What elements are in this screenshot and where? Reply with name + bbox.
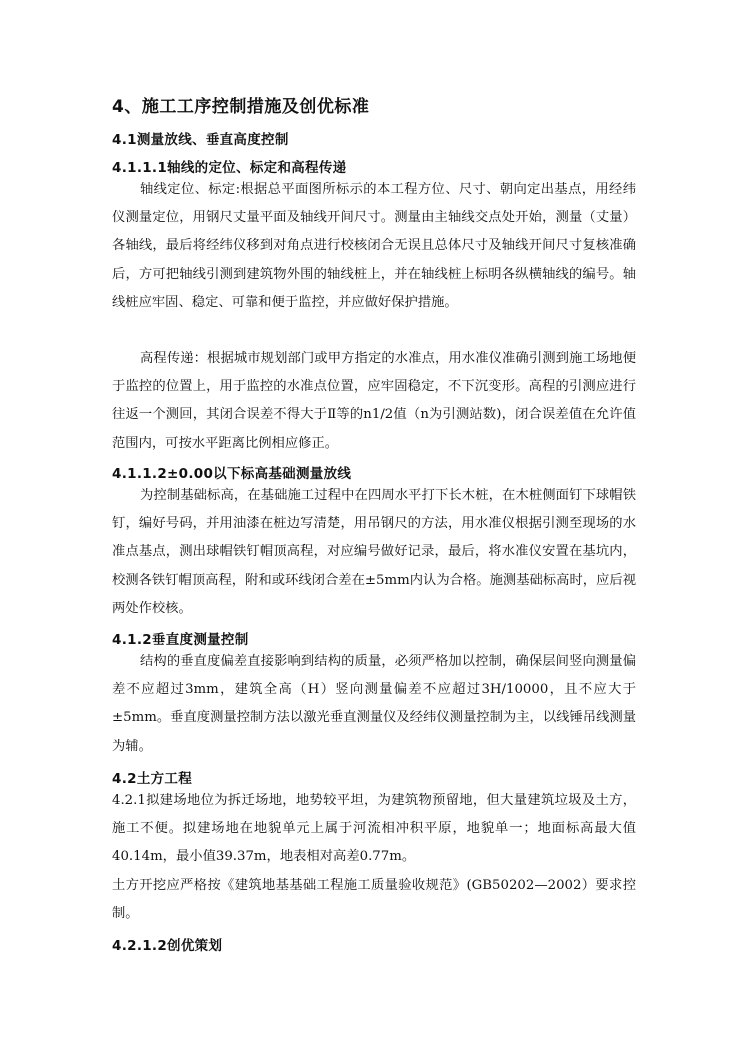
paragraph-excavation-standard: 土方开挖应严格按《建筑地基基础工程施工质量验收规范》(GB50202—2002）要求控制。 (112, 878, 636, 922)
paragraph-site-conditions: 4.2.1拟建场地位为拆迁场地，地势较平坦，为建筑物预留地，但大量建筑垃圾及土方，施工不便。拟建场地在地貌单元上属于河流相冲积平原，地貌单一；地面标高最大值40.14m，最小值39.37m，地表相对高差0.77m。 (112, 793, 636, 865)
heading-4-1: 4.1测量放线、垂直高度控制 (112, 132, 289, 148)
paragraph-foundation-setting-out: 为控制基础标高，在基础施工过程中在四周水平打下长木桩，在木桩侧面钉下球帽铁钉，编好号码，并用油漆在桩边写清楚，用吊钢尺的方法，用水准仪根据引测至现场的水准点基点，测出球帽铁钉帽顶高程，对应编号做好记录，最后，将水准仪安置在基坑内，校测各铁钉帽顶高程，附和或环线闭合差在±5mm内认为合格。施测基础标高时，应后视两处作校核。 (112, 488, 636, 616)
heading-4-2: 4.2土方工程 (112, 771, 193, 787)
heading-4-1-2: 4.1.2垂直度测量控制 (112, 632, 249, 648)
section-title: 4、施工工序控制措施及创优标准 (112, 97, 370, 117)
heading-4-1-1-1: 4.1.1.1轴线的定位、标定和高程传递 (112, 160, 347, 176)
paragraph-verticality-control: 结构的垂直度偏差直接影响到结构的质量，必须严格加以控制，确保层间竖向测量偏差不应超过3mm，建筑全高（H）竖向测量偏差不应超过3H/10000，且不应大于±5mm。垂直度测量控制方法以激光垂直测量仪及经纬仪测量控制为主，以线锤吊线测量为辅。 (112, 654, 636, 754)
heading-4-1-1-2: 4.1.1.2±0.00以下标高基础测量放线 (112, 466, 352, 482)
heading-4-2-1-2: 4.2.1.2创优策划 (112, 938, 223, 954)
paragraph-elevation-transfer: 高程传递：根据城市规划部门或甲方指定的水准点，用水准仪准确引测到施工场地便于监控的位置上，用于监控的水准点位置，应牢固稳定，不下沉变形。高程的引测应进行往返一个测回，其闭合误差不得大于Ⅱ等的n1/2值（n为引测站数)，闭合误差值在允许值范围内，可按水平距离比例相应修正。 (112, 351, 636, 451)
paragraph-axis-positioning: 轴线定位、标定:根据总平面图所标示的本工程方位、尺寸、朝向定出基点，用经纬仪测量定位，用钢尺丈量平面及轴线开间尺寸。测量由主轴线交点处开始，测量（丈量）各轴线，最后将经纬仪移到对角点进行校核闭合无误且总体尺寸及轴线开间尺寸复核准确后，方可把轴线引测到建筑物外围的轴线桩上，并在轴线桩上标明各纵横轴线的编号。轴线桩应牢固、稳定、可靠和便于监控，并应做好保护措施。 (112, 182, 636, 310)
